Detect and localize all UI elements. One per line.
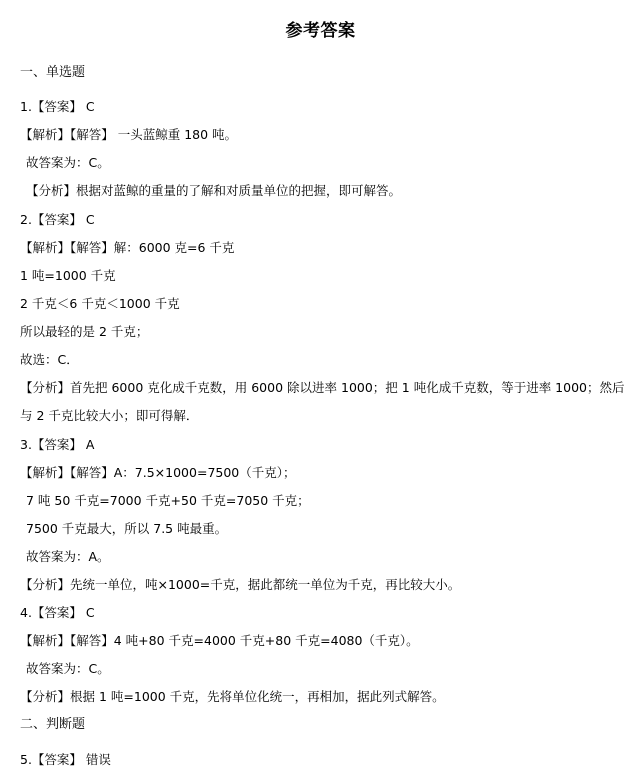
q2-analysis: 【分析】首先把 6000 克化成千克数，用 6000 除以进率 1000；把 1 吨化成千克数，等于进率 1000；然后	[20, 380, 625, 395]
section-heading-single-choice: 一、单选题	[20, 65, 86, 80]
section-heading-true-false: 二、判断题	[20, 717, 86, 732]
q2-step-2: 2 千克＜6 千克＜1000 千克	[20, 296, 180, 311]
q2-answer: 2.【答案】 C	[20, 212, 95, 227]
q3-explanation: 【解析】【解答】A：7.5×1000=7500（千克）；	[20, 465, 296, 480]
q2-step-1: 1 吨=1000 千克	[20, 268, 116, 283]
q5-answer: 5.【答案】 错误	[20, 752, 111, 767]
q3-answer: 3.【答案】 A	[20, 437, 95, 452]
q2-conclusion: 故选：C．	[20, 352, 79, 367]
q2-step-3: 所以最轻的是 2 千克；	[20, 324, 149, 339]
q1-answer: 1.【答案】 C	[20, 99, 95, 114]
q2-explanation: 【解析】【解答】解：6000 克=6 千克	[20, 240, 235, 255]
q3-step-1: 7 吨 50 千克=7000 千克+50 千克=7050 千克；	[26, 493, 310, 508]
q3-conclusion: 故答案为：A。	[26, 549, 110, 564]
q1-conclusion: 故答案为：C。	[26, 155, 110, 170]
q3-analysis: 【分析】先统一单位，吨×1000=千克，据此都统一单位为千克，再比较大小。	[20, 577, 461, 592]
q1-analysis: 【分析】根据对蓝鲸的重量的了解和对质量单位的把握，即可解答。	[26, 183, 402, 198]
q4-answer: 4.【答案】 C	[20, 605, 95, 620]
q2-analysis-continued: 与 2 千克比较大小；即可得解．	[20, 408, 199, 423]
q1-explanation: 【解析】【解答】 一头蓝鲸重 180 吨。	[20, 127, 238, 142]
q4-conclusion: 故答案为：C。	[26, 661, 110, 676]
page-title: 参考答案	[285, 21, 356, 41]
q3-step-2: 7500 千克最大，所以 7.5 吨最重。	[26, 521, 228, 536]
q4-explanation: 【解析】【解答】4 吨+80 千克=4000 千克+80 千克=4080（千克）。	[20, 633, 419, 648]
q4-analysis: 【分析】根据 1 吨=1000 千克，先将单位化统一，再相加，据此列式解答。	[20, 689, 445, 704]
